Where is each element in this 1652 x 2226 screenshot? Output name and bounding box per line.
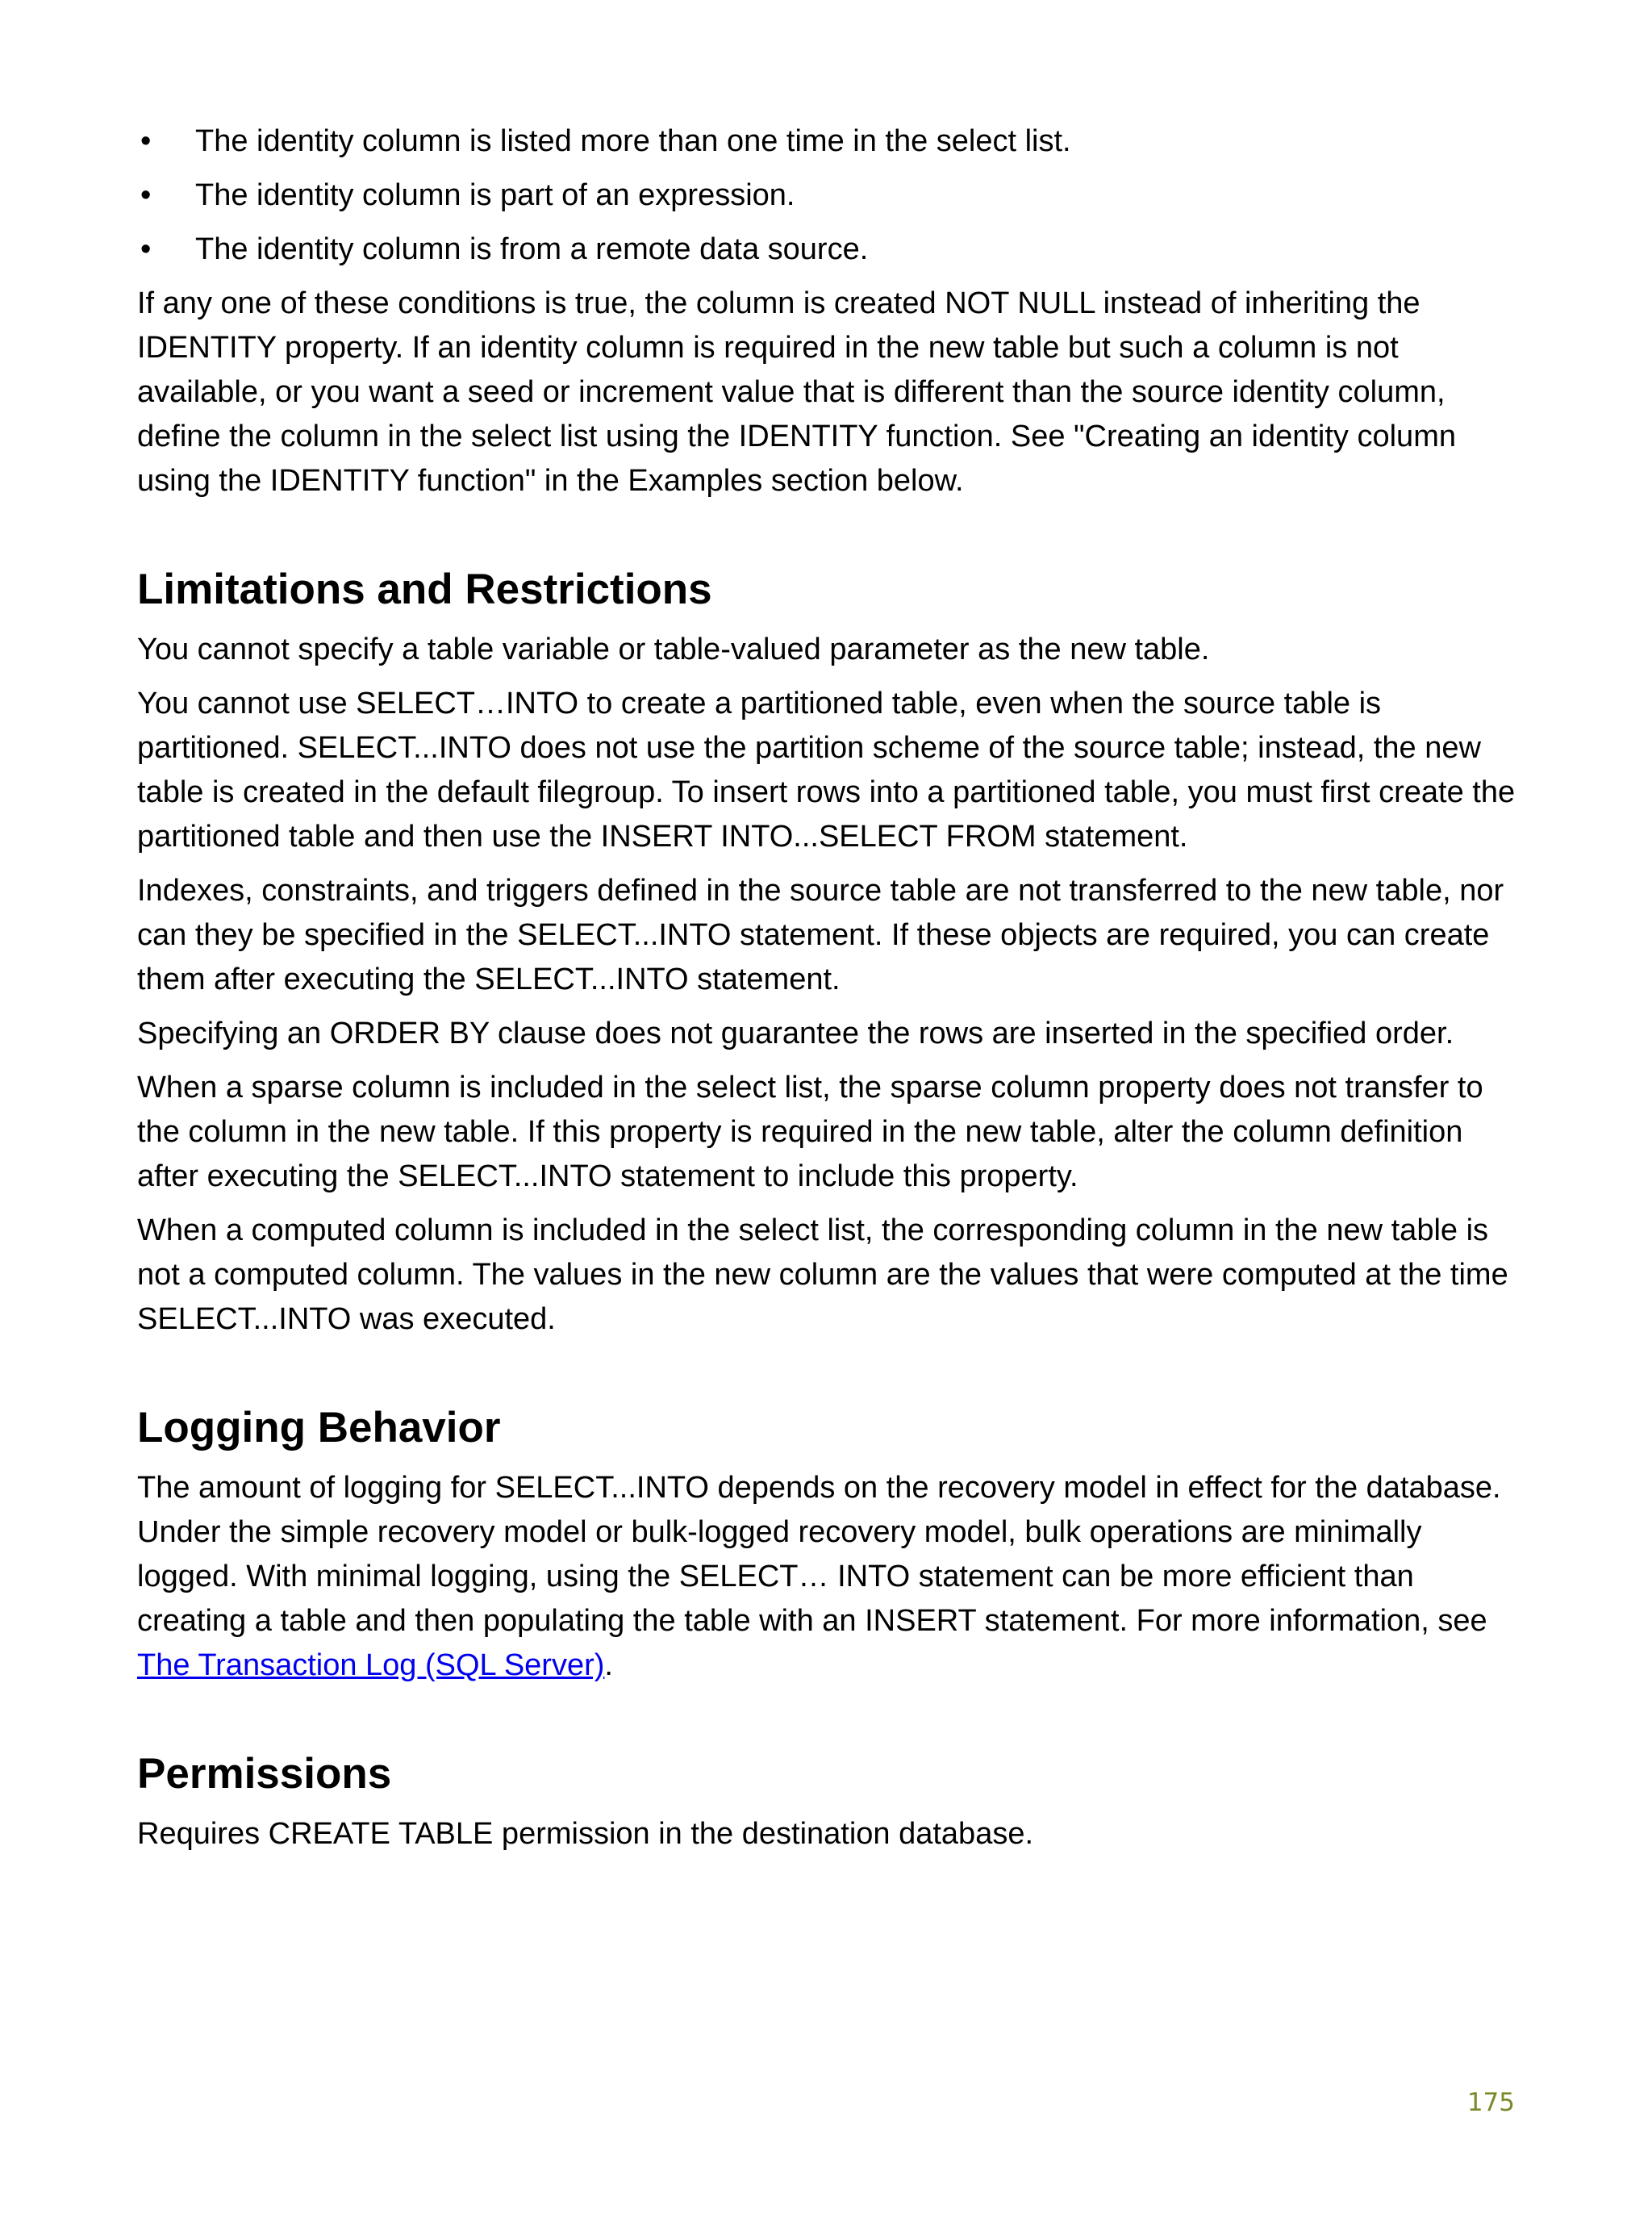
bullet-item: • The identity column is from a remote data source. bbox=[137, 228, 1525, 272]
bullet-icon: • bbox=[140, 124, 152, 158]
limitations-paragraph: Specifying an ORDER BY clause does not guarantee the rows are inserted in the specified order. bbox=[137, 1017, 1454, 1050]
logging-heading: Logging Behavior bbox=[137, 1404, 501, 1451]
bullet-item: • The identity column is listed more than one time in the select list. bbox=[137, 119, 1525, 164]
conditions-bullet-list bbox=[137, 119, 1525, 272]
limitations-paragraph: Indexes, constraints, and triggers defined in the source table are not transferred to the new table, nor can they be specified in the SELECT...INTO statement. If these objects are required, you can create them after executing the SELECT...INTO statement. bbox=[137, 874, 1504, 996]
logging-paragraph bbox=[137, 1466, 1525, 1688]
intro-paragraph: If any one of these conditions is true, the column is created NOT NULL instead of inheriting the IDENTITY property. If an identity column is required in the new table but such a column is not available, or you want a seed or increment value that is different than the source identity column, define the column in the select list using the IDENTITY function. See "Creating an identity column using the IDENTITY function" in the Examples section below. bbox=[137, 286, 1456, 498]
document-page bbox=[137, 119, 1525, 1866]
permissions-paragraph: Requires CREATE TABLE permission in the destination database. bbox=[137, 1817, 1034, 1851]
page-number: 175 bbox=[1466, 2088, 1515, 2117]
limitations-paragraph: You cannot use SELECT…INTO to create a partitioned table, even when the source table is partitioned. SELECT...INTO does not use the partition scheme of the source table; instead, the new table is created in the default filegroup. To insert rows into a partitioned table, you must first create the partitioned table and then use the INSERT INTO...SELECT FROM statement. bbox=[137, 687, 1516, 854]
bullet-icon: • bbox=[140, 178, 152, 212]
bullet-item: • The identity column is part of an expression. bbox=[137, 173, 1525, 218]
logging-text-end: . bbox=[604, 1648, 613, 1682]
permissions-heading: Permissions bbox=[137, 1750, 392, 1798]
limitations-paragraph: When a computed column is included in the select list, the corresponding column in the new table is not a computed column. The values in the new column are the values that were computed at the time SELECT...INTO was executed. bbox=[137, 1213, 1508, 1336]
bullet-icon: • bbox=[140, 232, 152, 266]
limitations-paragraph: You cannot specify a table variable or table-valued parameter as the new table. bbox=[137, 633, 1210, 666]
limitations-paragraph: When a sparse column is included in the select list, the sparse column property does not transfer to the column in the new table. If this property is required in the new table, alter the column definition after executing the SELECT...INTO statement to include this property. bbox=[137, 1071, 1483, 1193]
limitations-heading: Limitations and Restrictions bbox=[137, 566, 712, 613]
logging-text: The amount of logging for SELECT...INTO depends on the recovery model in effect for the database. Under the simple recovery model or bulk-logged recovery model, bulk operations are minimally logged. With minimal logging, using the SELECT… INTO statement can be more efficient than creating a table and then populating the table with an INSERT statement. For more information, see bbox=[137, 1471, 1501, 1638]
transaction-log-link[interactable]: The Transaction Log (SQL Server) bbox=[137, 1648, 605, 1682]
